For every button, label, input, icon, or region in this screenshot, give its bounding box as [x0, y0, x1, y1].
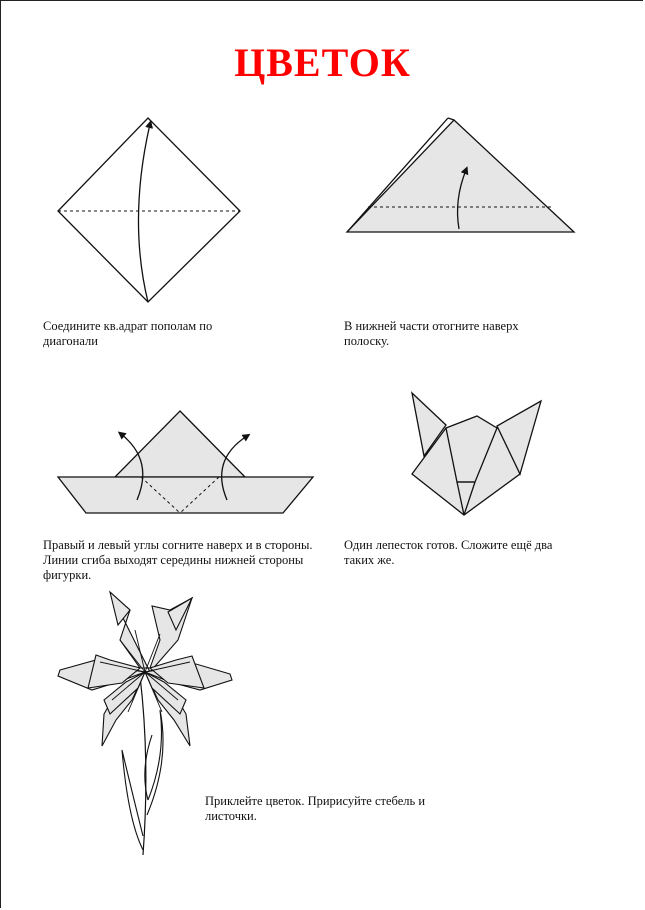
step4-diagram [412, 393, 541, 515]
triangle-top [115, 411, 245, 477]
step1-caption: Соединитe кв.адрат пополам по диагонали [43, 319, 213, 348]
step3-diagram [58, 411, 313, 513]
leaf-left [122, 750, 143, 850]
step2-caption: В нижней части отогните наверх полоску. [344, 319, 519, 348]
page-title: ЦВЕТОК [234, 39, 411, 85]
folded-strip [58, 477, 313, 513]
square-diamond [58, 118, 240, 302]
step5-caption: Приклейте цветок. Пририсуйте стебель и листочки. [205, 794, 426, 823]
triangle-front [347, 120, 574, 232]
triangle-back-tip [448, 118, 454, 120]
step2-diagram [347, 118, 574, 232]
step3-caption: Правый и левый углы согните наверх и в стороны. Линии сгиба выходят середины нижней стороны фигурки. [43, 538, 313, 582]
leaf-right [147, 710, 163, 815]
step1-diagram [58, 118, 240, 302]
step4-caption: Один лепесток готов. Сложите ещё два таких же. [344, 538, 553, 567]
